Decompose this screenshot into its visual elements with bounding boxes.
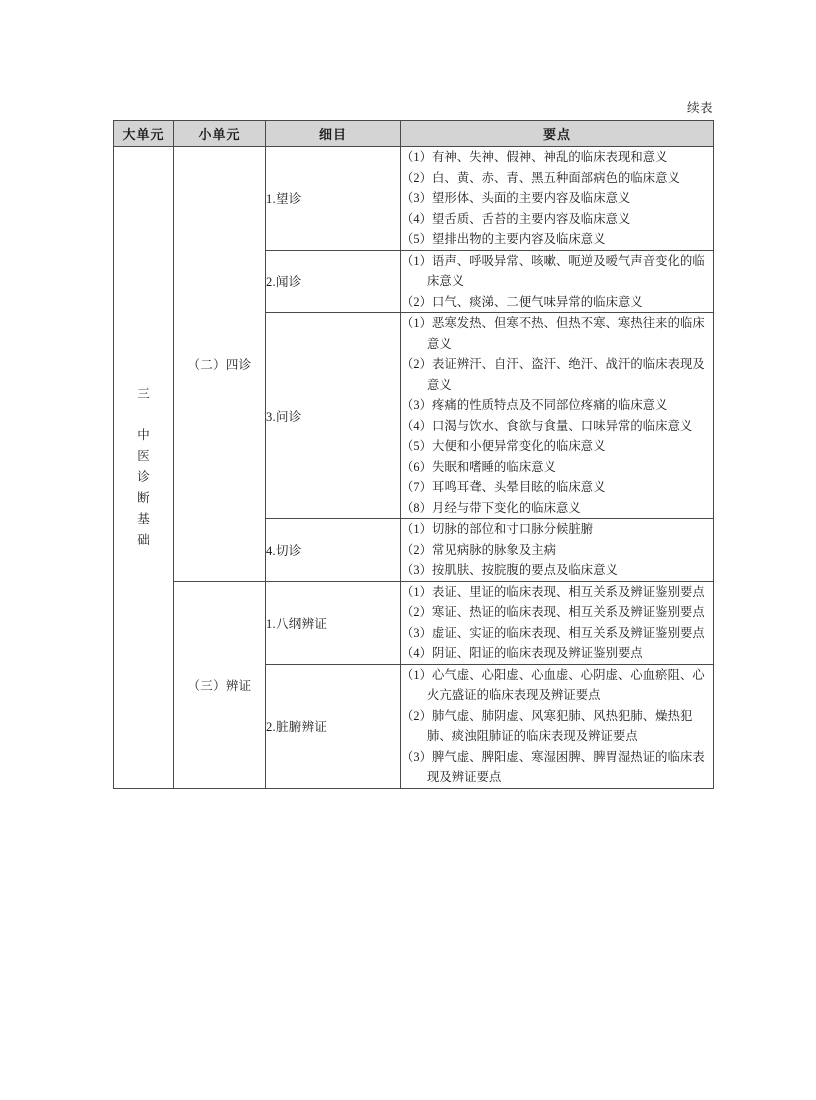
points-cell [401,250,714,313]
points-list [401,582,713,664]
point-item: （3）虚证、实证的临床表现、相互关系及辨证鉴别要点 [401,625,705,640]
point-item: （6）失眠和嗜睡的临床意义 [401,459,557,474]
item-label-cell: 1.望诊 [266,147,401,251]
item-label-cell: 2.脏腑辨证 [266,664,401,788]
point-item: （3）疼痛的性质特点及不同部位疼痛的临床意义 [401,398,668,412]
big-unit-name-char: 诊 [137,469,150,484]
column-header-points: 要点 [401,121,714,147]
point-item: （3）望形体、头面的主要内容及临床意义 [401,191,631,205]
big-unit-cell [114,147,174,789]
points-cell [401,313,714,519]
point-item: （4）望舌质、舌苔的主要内容及临床意义 [401,211,631,226]
big-unit-name-char: 断 [137,490,150,505]
big-unit-name-char: 中 [137,427,150,442]
continuation-table-label: 续表 [686,101,713,115]
syllabus-table-wrapper [113,120,713,789]
table-row [114,147,714,251]
big-unit-name-char: 基 [137,511,150,526]
item-label-cell: 4.切诊 [266,519,401,582]
points-list [401,147,713,250]
point-item: （1）切脉的部位和寸口脉分候脏腑 [401,522,594,536]
point-item: （2）白、黄、赤、青、黑五种面部病色的临床意义 [401,170,680,185]
column-header-sub-unit: 小单元 [174,121,266,147]
point-item: （3）脾气虚、脾阳虚、寒湿困脾、脾胃湿热证的临床表现及辨证要点 [401,749,705,784]
syllabus-table [113,120,714,789]
point-item: （4）阴证、阳证的临床表现及辨证鉴别要点 [401,646,643,660]
item-label-cell: 2.闻诊 [266,250,401,313]
table-header-row [114,121,714,147]
big-unit-name-char: 础 [137,532,150,547]
points-cell [401,519,714,582]
column-header-item: 细目 [266,121,401,147]
point-item: （1）恶寒发热、但寒不热、但热不寒、寒热往来的临床意义 [401,316,705,351]
item-label-cell: 3.问诊 [266,313,401,519]
points-list [401,519,713,581]
point-item: （1）心气虚、心阳虚、心血虚、心阴虚、心血瘀阻、心火亢盛证的临床表现及辨证要点 [401,667,705,702]
table-body [114,147,714,789]
points-cell [401,581,714,664]
points-list [401,313,713,518]
column-header-big-unit: 大单元 [114,121,174,147]
point-item: （2）常见病脉的脉象及主病 [401,542,557,557]
point-item: （2）表证辨汗、自汗、盗汗、绝汗、战汗的临床表现及意义 [401,357,705,392]
big-unit-number: 三 [137,386,150,401]
point-item: （2）口气、痰涕、二便气味异常的临床意义 [401,294,643,309]
point-item: （4）口渴与饮水、食欲与食量、口味异常的临床意义 [401,418,693,433]
point-item: （8）月经与带下变化的临床意义 [401,500,581,515]
point-item: （7）耳鸣耳聋、头晕目眩的临床意义 [401,480,606,494]
points-cell [401,147,714,251]
sub-unit-cell: （三）辨证 [174,581,266,788]
points-cell [401,664,714,788]
points-list [401,665,713,788]
point-item: （3）按肌肤、按脘腹的要点及临床意义 [401,563,618,577]
point-item: （5）望排出物的主要内容及临床意义 [401,232,606,246]
sub-unit-cell: （二）四诊 [174,147,266,582]
point-item: （2）肺气虚、肺阴虚、风寒犯肺、风热犯肺、燥热犯肺、痰浊阻肺证的临床表现及辨证要点 [401,708,693,743]
table-row [114,581,714,664]
big-unit-name-char: 医 [137,448,150,463]
point-item: （1）有神、失神、假神、神乱的临床表现和意义 [401,150,668,164]
point-item: （5）大便和小便异常变化的临床意义 [401,439,606,453]
item-label-cell: 1.八纲辨证 [266,581,401,664]
points-list [401,251,713,313]
point-item: （1）语声、呼吸异常、咳嗽、呃逆及嗳气声音变化的临床意义 [401,253,705,288]
point-item: （2）寒证、热证的临床表现、相互关系及辨证鉴别要点 [401,605,705,619]
point-item: （1）表证、里证的临床表现、相互关系及辨证鉴别要点 [401,584,705,599]
